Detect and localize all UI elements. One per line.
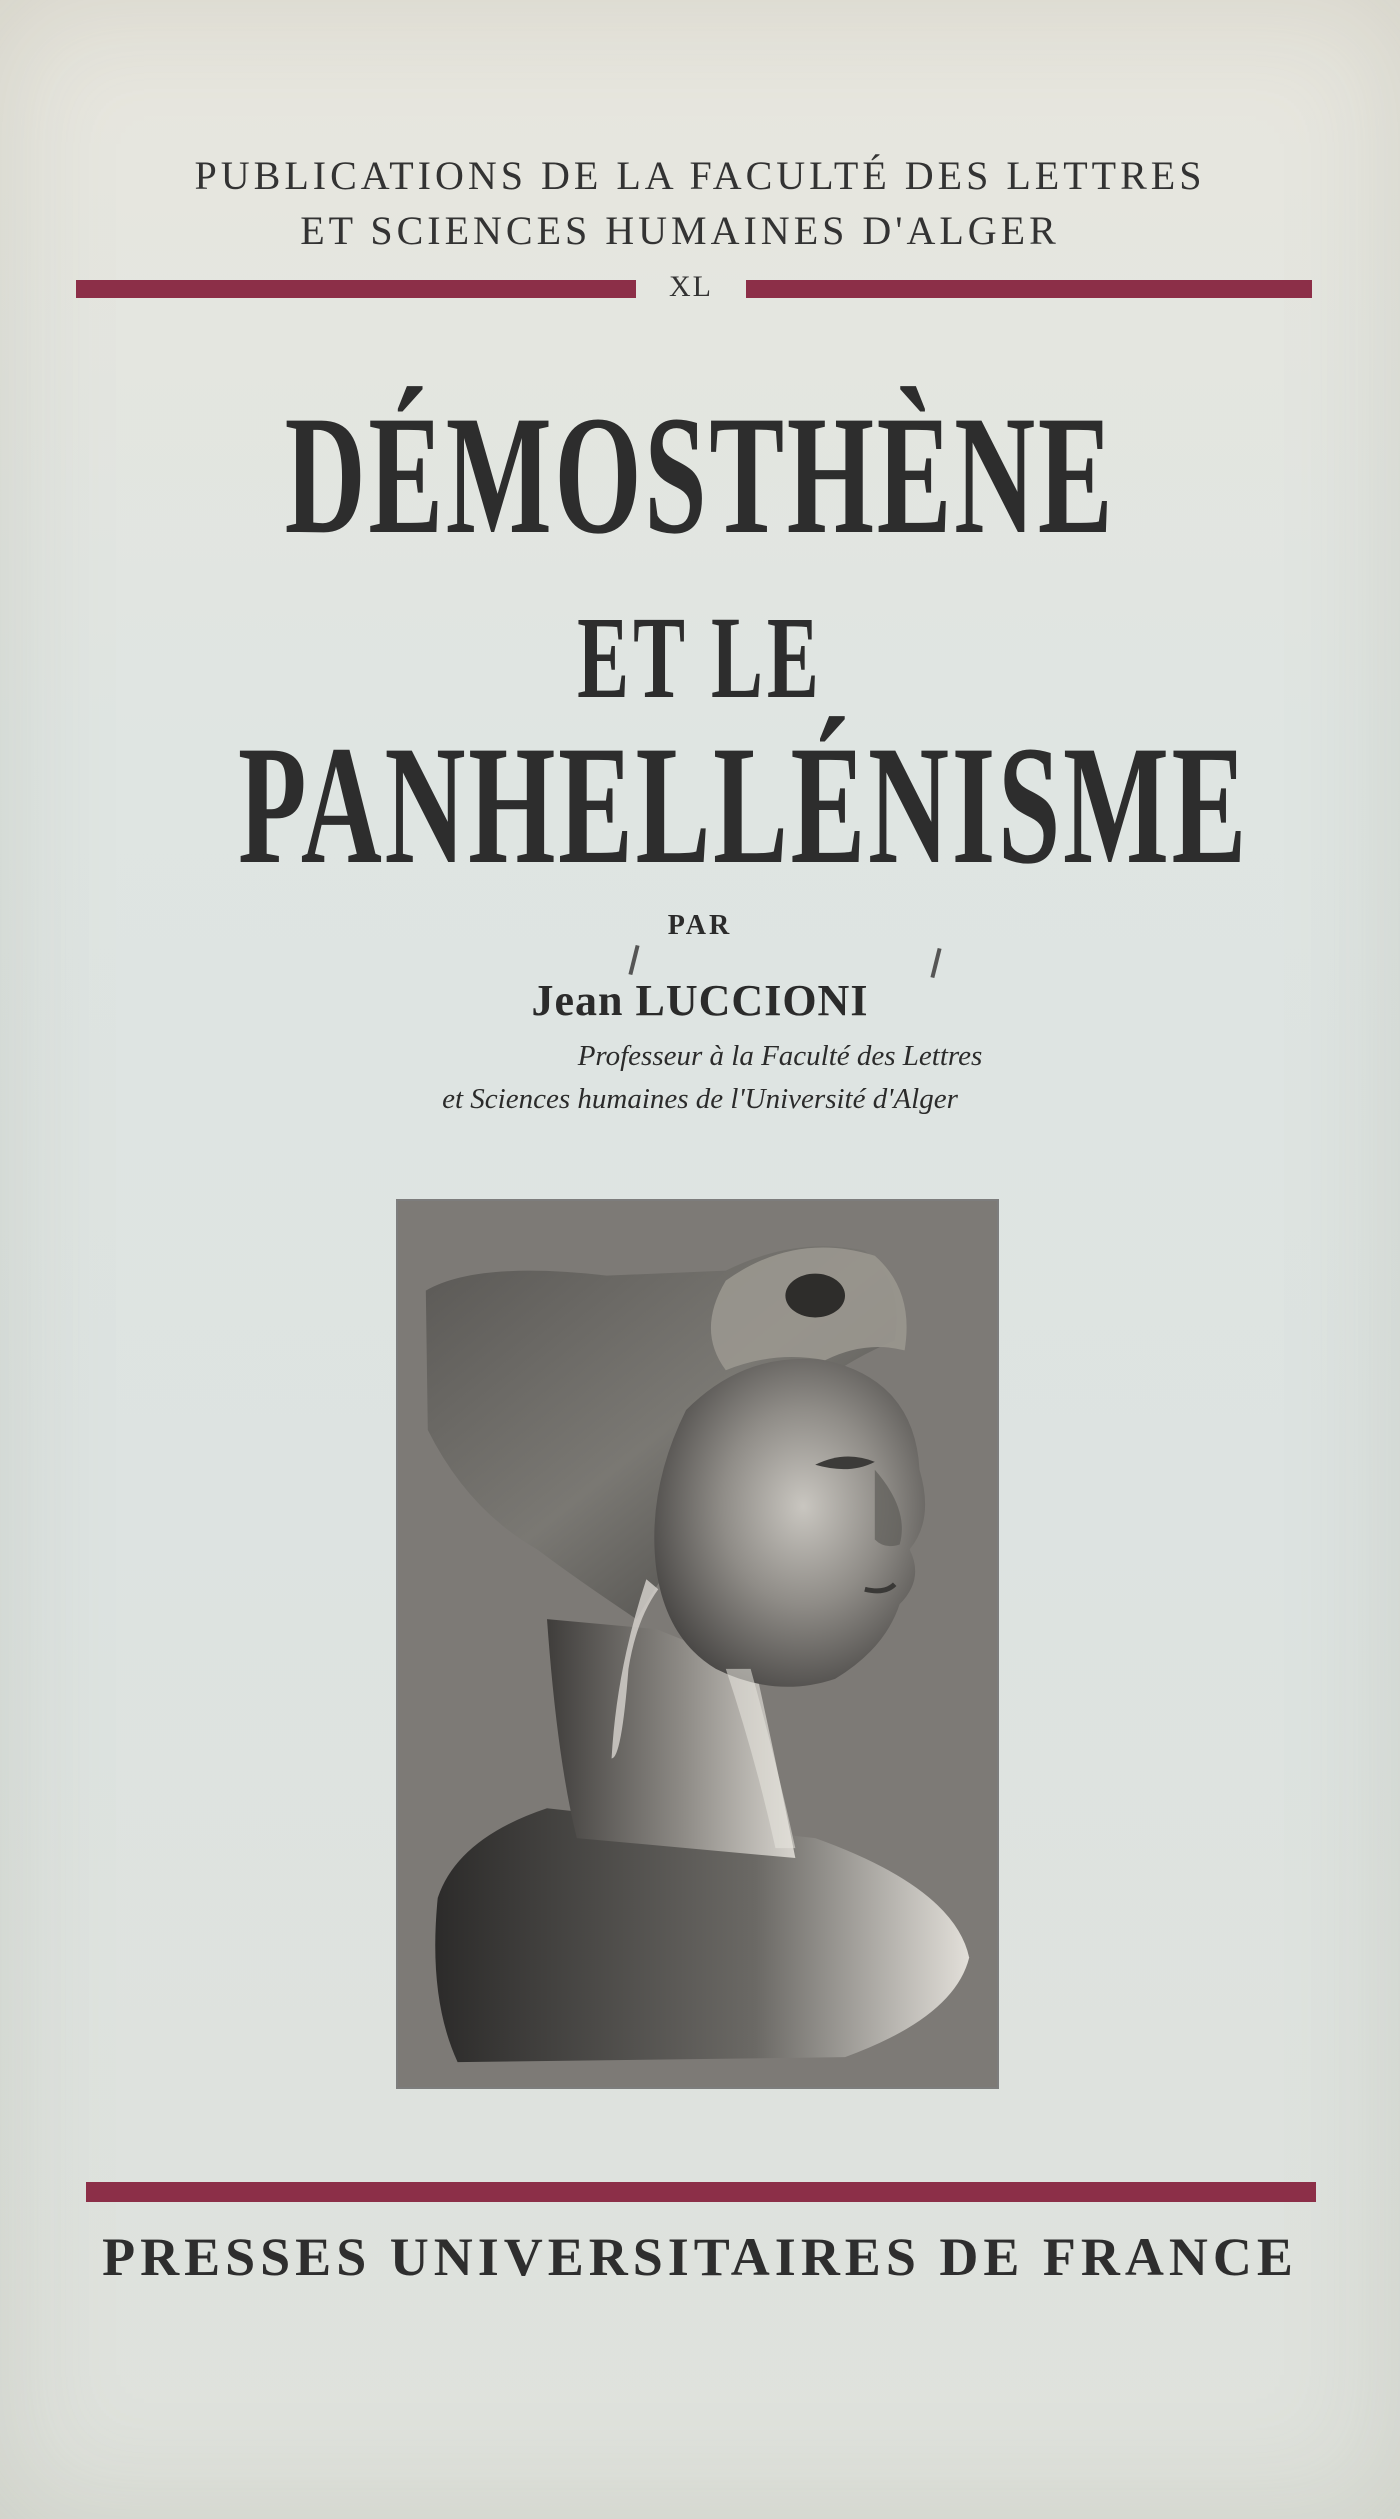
bust-illustration (398, 1201, 997, 2087)
top-rule-left (76, 280, 636, 298)
book-title-line-3: PANHELLÉNISME (237, 711, 1250, 899)
series-title-line-1: PUBLICATIONS DE LA FACULTÉ DES LETTRES (194, 153, 1206, 198)
bust-photograph (396, 1199, 999, 2089)
book-title-line-2: ET LE (577, 592, 823, 723)
top-rule-right (746, 280, 1312, 298)
author-affiliation-line-1: Professeur à la Faculté des Lettres (577, 1040, 983, 1072)
print-mark (930, 948, 941, 978)
publisher-name: PRESSES UNIVERSITAIRES DE FRANCE (102, 2227, 1298, 2287)
by-label: PAR (667, 910, 733, 941)
author-affiliation-line-2: et Sciences humaines de l'Université d'Alger (442, 1083, 958, 1115)
bottom-rule (86, 2182, 1316, 2202)
series-title-line-2: ET SCIENCES HUMAINES D'ALGER (300, 208, 1060, 253)
book-title-line-1: DÉMOSTHÈNE (284, 381, 1116, 569)
volume-number: XL (669, 270, 713, 303)
print-mark (628, 945, 639, 975)
author-name: Jean LUCCIONI (531, 976, 869, 1025)
